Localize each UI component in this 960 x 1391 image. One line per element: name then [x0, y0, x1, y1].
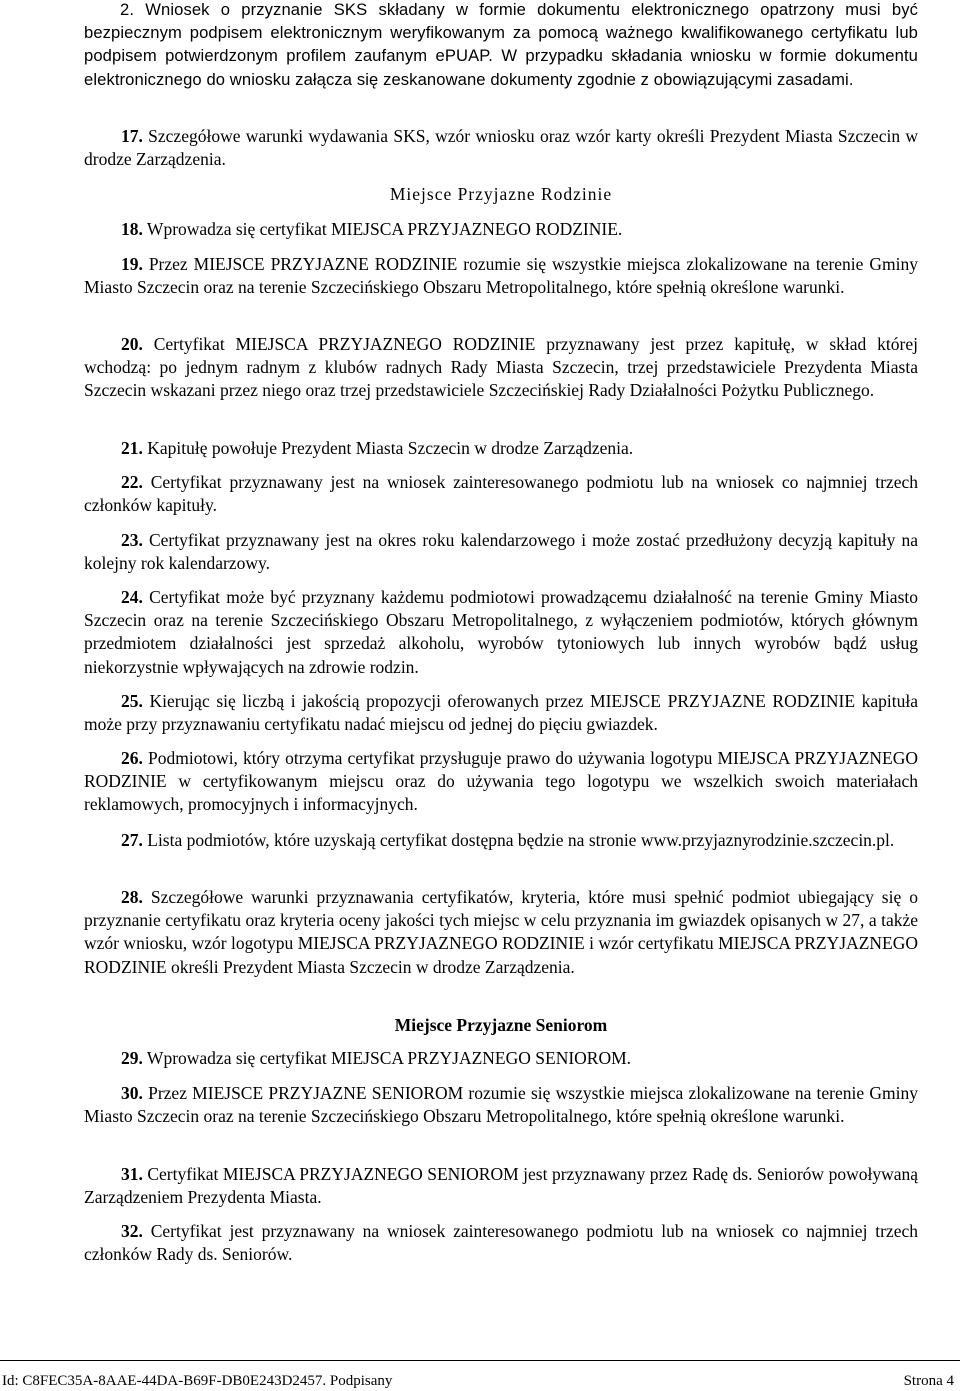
paragraph-text: Certyfikat przyznawany jest na wniosek zainteresowanego podmiotu lub na wniosek co najmniej trzech członków kapituły.	[84, 472, 918, 516]
paragraph-number: 17.	[121, 126, 143, 146]
paragraph-text: Certyfikat może być przyznany każdemu podmiotowi prowadzącemu działalność na terenie Gminy Miasto Szczecin oraz na terenie Szczecińskiego Obszaru Metropolitalnego, z wyłączeniem podmiotów, których głównym przedmiotem działalności jest sprzedaż alkoholu, wyrobów tytoniowych lub innych wyrobów bądź usług niekorzystnie wpływających na zdrowie rodzin.	[84, 587, 918, 677]
paragraph-text: Certyfikat jest przyznawany na wniosek zainteresowanego podmiotu lub na wniosek co najmniej trzech członków Rady ds. Seniorów.	[84, 1221, 918, 1265]
section-18	[84, 218, 918, 241]
section-25	[84, 690, 918, 736]
paragraph-text: Certyfikat MIEJSCA PRZYJAZNEGO SENIOROM jest przyznawany przez Radę ds. Seniorów powoływaną Zarządzeniem Prezydenta Miasta.	[84, 1164, 918, 1208]
section-20	[84, 333, 918, 403]
section-22	[84, 471, 918, 517]
paragraph	[84, 529, 918, 575]
paragraph-number: 20.	[121, 334, 143, 354]
paragraph	[84, 218, 918, 241]
paragraph-text: Szczegółowe warunki wydawania SKS, wzór wniosku oraz wzór karty określi Prezydent Miasta Szczecin w drodze Zarządzenia.	[84, 126, 918, 170]
document-id: Id: C8FEC35A-8AAE-44DA-B69F-DB0E243D2457. Podpisany	[2, 1373, 393, 1389]
paragraph-number: 22.	[121, 472, 143, 492]
paragraph-number: 31.	[121, 1164, 143, 1184]
paragraph-text: Podmiotowi, który otrzyma certyfikat przysługuje prawo do używania logotypu MIEJSCA PRZYJAZNEGO RODZINIE w certyfikowanym miejscu oraz do używania tego logotypu we wszelkich swoich materiałach reklamowych, promocyjnych i informacyjnych.	[84, 748, 918, 815]
section-17	[84, 125, 918, 171]
paragraph-number: 21.	[121, 438, 143, 458]
section-30	[84, 1082, 918, 1128]
paragraph-number: 25.	[121, 691, 143, 711]
paragraph	[84, 886, 918, 979]
paragraph	[84, 1220, 918, 1266]
paragraph	[84, 586, 918, 679]
paragraph-text: Wprowadza się certyfikat MIEJSCA PRZYJAZNEGO SENIOROM.	[142, 1048, 632, 1068]
paragraph	[84, 1047, 918, 1070]
paragraph-number: 32.	[121, 1221, 143, 1241]
section-27	[84, 829, 918, 852]
paragraph	[84, 253, 918, 299]
paragraph-text: Przez MIEJSCE PRZYJAZNE SENIOROM rozumie się wszystkie miejsca zlokalizowane na terenie Gminy Miasto Szczecin oraz na terenie Szczecińskiego Obszaru Metropolitalnego, które spełnią określone warunki.	[84, 1083, 918, 1127]
paragraph-text: Szczegółowe warunki przyznawania certyfikatów, kryteria, które musi spełnić podmiot ubiegający się o przyznanie certyfikatu oraz kryteria oceny jakości tych miejsc w celu przyznania im gwiazdek opisanych w 27, a także wzór wniosku, wzór logotypu MIEJSCA PRZYJAZNEGO RODZINIE i wzór certyfikatu MIEJSCA PRZYJAZNEGO RODZINIE określi Prezydent Miasta Szczecin w drodze Zarządzenia.	[84, 887, 918, 977]
footer-divider	[0, 1360, 960, 1361]
section-heading-seniorom: Miejsce Przyjazne Seniorom	[394, 1015, 608, 1035]
section-28	[84, 886, 918, 979]
page-number: Strona 4	[903, 1373, 954, 1389]
section-31	[84, 1163, 918, 1209]
section-32	[84, 1220, 918, 1266]
paragraph	[84, 829, 918, 852]
paragraph-text: Certyfikat przyznawany jest na okres roku kalendarzowego i może zostać przedłużony decyzją kapituły na kolejny rok kalendarzowy.	[84, 530, 918, 574]
intro-paragraph: 2. Wniosek o przyznanie SKS składany w formie dokumentu elektronicznego opatrzony musi być bezpiecznym podpisem elektronicznym weryfikowanym za pomocą ważnego kwalifikowanego certyfikatu lub podpisem potwierdzonym profilem zaufanym ePUAP. W przypadku składania wniosku w formie dokumentu elektronicznego do wniosku załącza się zeskanowane dokumenty zgodnie z obowiązującymi zasadami.	[84, 0, 918, 89]
section-26	[84, 747, 918, 817]
paragraph	[84, 690, 918, 736]
paragraph-number: 19.	[121, 254, 143, 274]
paragraph-number: 26.	[121, 748, 143, 768]
paragraph	[84, 437, 918, 460]
paragraph	[84, 333, 918, 403]
section-23	[84, 529, 918, 575]
paragraph-number: 27.	[121, 830, 143, 850]
section-24	[84, 586, 918, 679]
paragraph	[84, 747, 918, 817]
paragraph-text: Certyfikat MIEJSCA PRZYJAZNEGO RODZINIE przyznawany jest przez kapitułę, w skład której wchodzą: po jednym radnym z klubów radnych Rady Miasta Szczecin, trzej przedstawiciele Prezydenta Miasta Szczecin wskazani przez niego oraz trzej przedstawiciele Szczecińskiej Rady Działalności Pożytku Publicznego.	[84, 334, 918, 401]
paragraph-text: Wprowadza się certyfikat MIEJSCA PRZYJAZNEGO RODZINIE.	[142, 219, 623, 239]
paragraph-number: 30.	[121, 1083, 143, 1103]
paragraph-number: 18.	[121, 219, 143, 239]
paragraph	[84, 471, 918, 517]
paragraph-text: Kapitułę powołuje Prezydent Miasta Szczecin w drodze Zarządzenia.	[142, 438, 634, 458]
paragraph-text: Kierując się liczbą i jakością propozycji oferowanych przez MIEJSCE PRZYJAZNE RODZINIE kapituła może przy przyznawaniu certyfikatu nadać miejscu od jednej do pięciu gwiazdek.	[84, 691, 918, 735]
paragraph	[84, 1163, 918, 1209]
paragraph-number: 23.	[121, 530, 143, 550]
paragraph-number: 24.	[121, 587, 143, 607]
paragraph-number: 28.	[121, 887, 143, 907]
paragraph	[84, 125, 918, 171]
paragraph	[84, 1082, 918, 1128]
paragraph-text: Przez MIEJSCE PRZYJAZNE RODZINIE rozumie się wszystkie miejsca zlokalizowane na terenie Gminy Miasto Szczecin oraz na terenie Szczecińskiego Obszaru Metropolitalnego, które spełnią określone warunki.	[84, 254, 918, 298]
section-21	[84, 437, 918, 460]
paragraph-text: Lista podmiotów, które uzyskają certyfikat dostępna będzie na stronie www.przyjaznyrodzinie.szczecin.pl.	[142, 830, 895, 850]
section-heading-rodzinie: Miejsce Przyjazne Rodzinie	[389, 184, 613, 204]
paragraph-number: 29.	[121, 1048, 143, 1068]
section-19	[84, 253, 918, 299]
section-29	[84, 1047, 918, 1070]
